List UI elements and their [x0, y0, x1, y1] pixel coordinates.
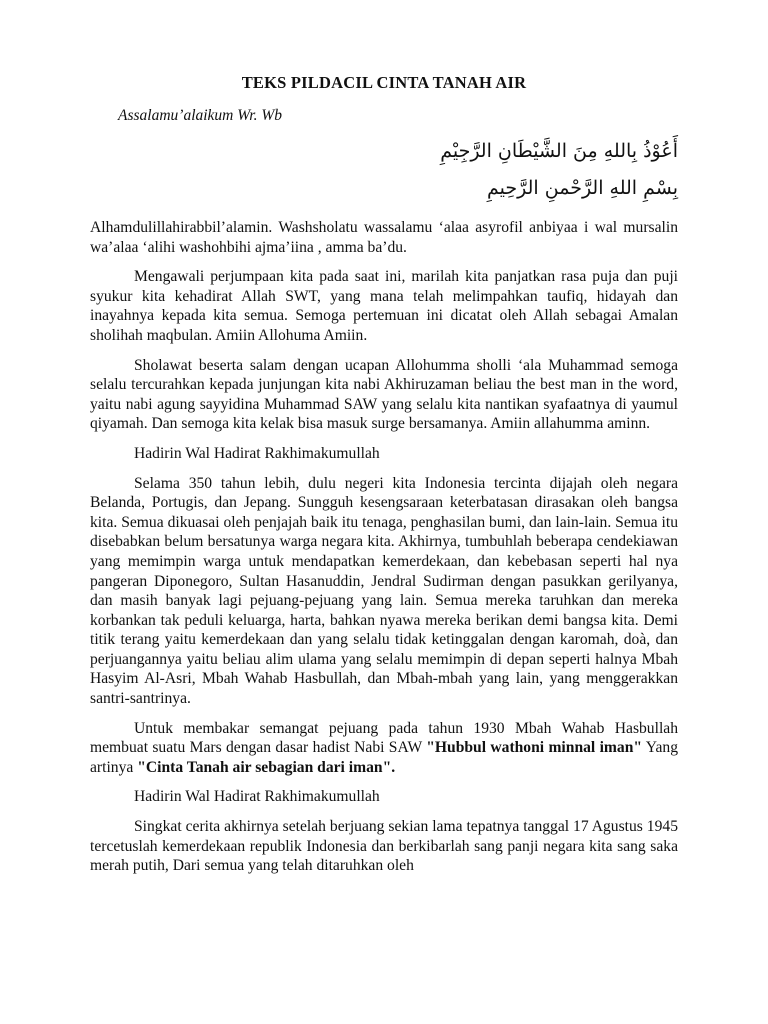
document-title: TEKS PILDACIL CINTA TANAH AIR: [241, 73, 527, 92]
paragraph-opening: Alhamdulillahirabbil’alamin. Washsholatu wassalamu ‘alaa asyrofil anbiyaa i wal mursalin wa’alaa ‘alihi washohbihi ajma’iina , amma ba’du.: [90, 219, 678, 256]
hadith-quote: "Hubbul wathoni minnal iman": [426, 739, 643, 757]
hadith-meaning: "Cinta Tanah air sebagian dari iman".: [137, 758, 396, 776]
mars-text-mid: Yang artinya: [90, 739, 678, 776]
mars-text-start: Untuk membakar semangat pejuang pada tahun 1930 Mbah Wahab Hasbullah membuat suatu Mars dengan dasar hadist Nabi SAW: [90, 719, 678, 757]
paragraph-gratitude: Mengawali perjumpaan kita pada saat ini, marilah kita panjatkan rasa puja dan puji syukur kita kehadirat Allah SWT, yang mana telah melimpahkan taufiq, hidayah dan inayahnya kepada kita semua. Semoga pertemuan ini dicatat oleh Allah sebagai Amalan sholihah maqbulan. Amiin Allohuma Amiin.: [90, 268, 678, 344]
greeting-text: Assalamu’alaikum Wr. Wb: [118, 107, 283, 124]
paragraph-history: Selama 350 tahun lebih, dulu negeri kita Indonesia tercinta dijajah oleh negara Belanda, Portugis, dan Jepang. Sungguh kesengsaraan keterbatasan dirasakan oleh bangsa kita. Semua dikuasai oleh penjajah baik itu tenaga, penghasilan bumi, dan lain-lain. Semua itu disebabkan belum bersatunya warga negara kita. Akhirnya, tumbuhlah beberapa cendekiawan yang memimpin warga untuk mendapatkan kemerdekaan, dan kebebasan seperti hal nya pangeran Diponegoro, Sultan Hasanuddin, Jendral Sudirman dengan pasukkan gerilyanya, dan masih banyak lagi pejuang-pejuang yang lain. Semua mereka taruhkan dan mereka korbankan tak peduli keluarga, harta, bahkan nyawa mereka berikan demi bangsa kita. Demi titik terang yaitu kemerdekaan dan yang selalu tidak ketinggalan dengan karomah, doà, dan perjuangannya yaitu beliau alim ulama yang selalu memimpin di depan seperti halnya Mbah Hasyim Al-Asri, Mbah Wahab Hasbullah, dan Mbah-mbah yang lain, yang menggerakkan santri-santrinya.: [90, 474, 678, 708]
section-heading-2: Hadirin Wal Hadirat Rakhimakumullah: [134, 788, 380, 806]
arabic-taawudz: أَعُوْذُ بِاللهِ مِنَ الشَّيْطَانِ الرَّجِيْمِ: [440, 140, 678, 162]
paragraph-sholawat: Sholawat beserta salam dengan ucapan Allohumma sholli ‘ala Muhammad semoga selalu tercurahkan kepada junjungan kita nabi Akhiruzaman beliau the best man in the word, yaitu nabi agung sayyidina Muhammad SAW yang selalu kita nantikan syafaatnya di yaumul qiyamah. Dan semoga kita kelak bisa masuk surge bersamanya. Amiin allahumma aminn.: [90, 356, 678, 433]
speech-body: [90, 218, 678, 876]
section-heading-1: Hadirin Wal Hadirat Rakhimakumullah: [134, 444, 380, 462]
arabic-basmalah: بِسْمِ اللهِ الرَّحْمنِ الرَّحِيمِ: [487, 177, 678, 199]
paragraph-mars: [90, 719, 678, 778]
paragraph-independence: Singkat cerita akhirnya setelah berjuang sekian lama tepatnya tanggal 17 Agustus 1945 tercetuslah kemerdekaan republik Indonesia dan berkibarlah sang panji negara kita sang saka merah putih, Dari semua yang telah ditaruhkan oleh: [90, 818, 678, 875]
